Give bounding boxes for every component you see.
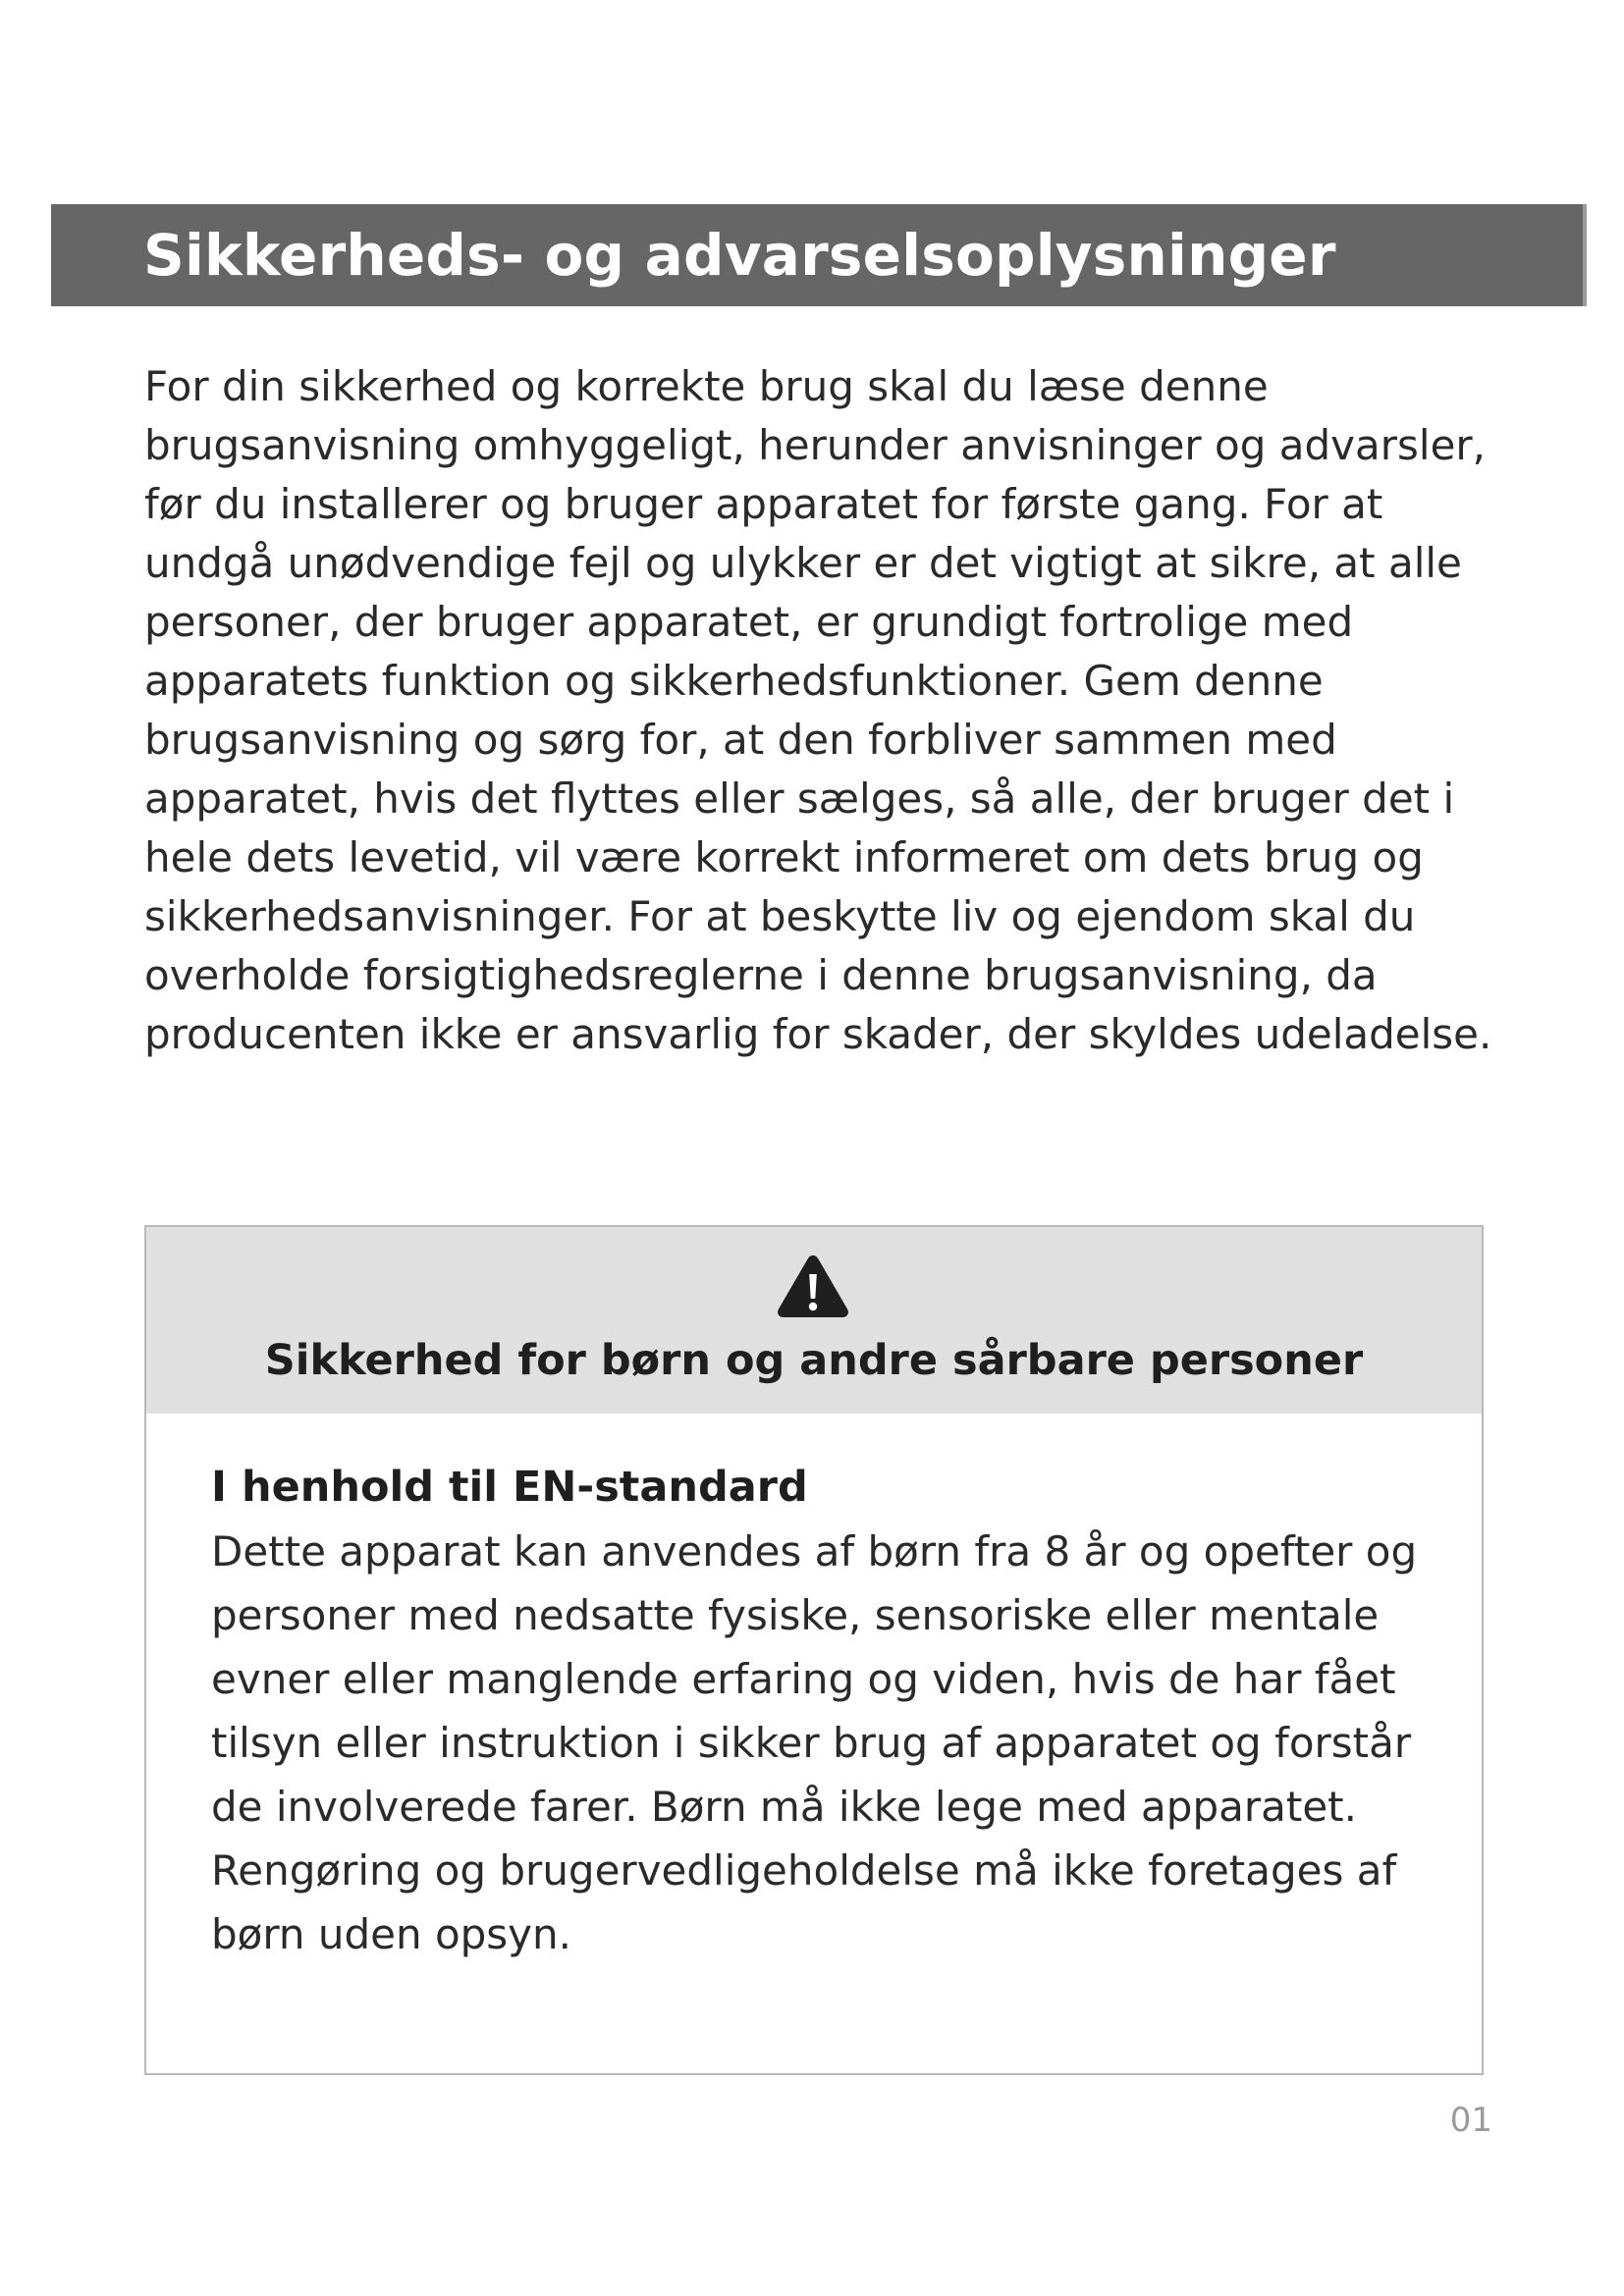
warning-icon bbox=[776, 1253, 850, 1319]
safety-notice-title: Sikkerhed for børn og andre sårbare personer bbox=[264, 1336, 1364, 1385]
standard-paragraph: Dette apparat kan anvendes af børn fra 8 år og opefter og personer med nedsatte fysiske, sensoriske eller mentale evner eller manglende erfaring og viden, hvis de har fået tilsyn eller instruktion i sikker brug af apparatet og forstår de involverede farer. Børn må ikke lege med apparatet. Rengøring og brugervedligeholdelse må ikke foretages af børn uden opsyn. bbox=[211, 1527, 1418, 1958]
safety-notice-header bbox=[146, 1227, 1482, 1414]
intro-paragraph: For din sikkerhed og korrekte brug skal du læse denne brugsanvisning omhyggeligt, herunder anvisninger og advarsler, før du installerer og bruger apparatet for første gang. For at undgå unødvendige fejl og ulykker er det vigtigt at sikre, at alle personer, der bruger apparatet, er grundigt fortrolige med apparatets funktion og sikkerhedsfunktioner. Gem denne brugsanvisning og sørg for, at den forbliver sammen med apparatet, hvis det flyttes eller sælges, så alle, der bruger det i hele dets levetid, vil være korrekt informeret om dets brug og sikkerhedsanvisninger. For at beskytte liv og ejendom skal du overholde forsigtighedsreglerne i denne brugsanvisning, da producenten ikke er ansvarlig for skader, der skyldes udeladelse. bbox=[144, 362, 1492, 1058]
safety-notice-body bbox=[211, 1459, 1429, 1966]
section-header-bar bbox=[51, 204, 1587, 306]
page-title: Sikkerheds- og advarselsoplysninger bbox=[143, 222, 1336, 289]
standard-heading: I henhold til EN-standard bbox=[211, 1463, 808, 1512]
page-number: 01 bbox=[1449, 2101, 1492, 2140]
safety-notice-box bbox=[144, 1225, 1484, 2075]
